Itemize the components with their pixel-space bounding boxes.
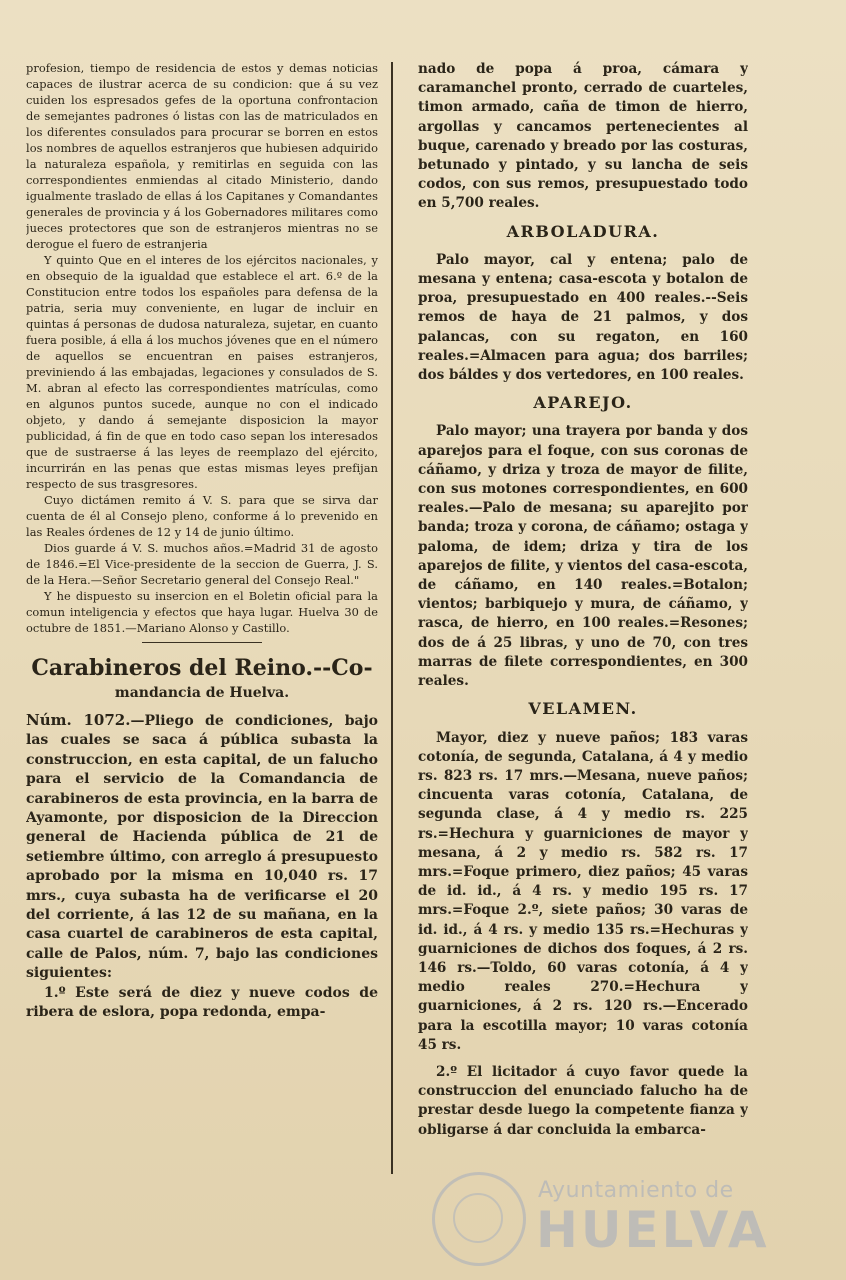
paragraph-pliego xyxy=(26,711,378,984)
paragraph-dios-guarde: Dios guarde á V. S. muchos años.=Madrid 31 de agosto de 1846.=El Vice-presidente de la seccion de Guerra, J. S. de la Hera.—Señor Secretario general del Consejo Real." xyxy=(26,541,378,587)
pliego-text: —Pliego de condiciones, bajo las cuales se saca á pública subasta la construccion, en esta capital, de un falucho para el servicio de la Comandancia de carabineros de esta provincia, en la barra de Ayamonte, por disposicion de la Direccion general de Hacienda pública de 21 de setiembre último, con arreglo á presupuesto aprobado por la misma en 10,040 rs. 17 mrs., cuya subasta ha de verificarse el 20 del corriente, á las 12 de su mañana, en la casa cuartel de carabineros de esta capital, calle de Palos, núm. 7, bajo las condiciones siguientes: xyxy=(26,713,378,982)
announcement-number: Núm. 1072. xyxy=(26,711,131,729)
heading-velamen: VELAMEN. xyxy=(528,699,638,719)
paragraph-insercion: Y he dispuesto su insercion en el Boletin oficial para la comun inteligencia y efectos que haya lugar. Huelva 30 de octubre de 1851.—Mariano Alonso y Castillo. xyxy=(26,589,378,635)
paragraph-casco: nado de popa á proa, cámara y caramanchel pronto, cerrado de cuarteles, timon armado, caña de timon de hierro, argollas y cancamos pertenecientes al buque, carenado y breado por las costuras, betunado y pintado, y su lancha de seis codos, con sus remos, presupuestado todo en 5,700 reales. xyxy=(418,61,748,212)
watermark-line2: HUELVA xyxy=(536,1201,770,1259)
heading-aparejo: APAREJO. xyxy=(533,393,633,413)
left-column xyxy=(26,60,378,1170)
watermark-line1: Ayuntamiento de xyxy=(538,1178,734,1203)
paragraph-quinto: Y quinto Que en el interes de los ejércitos nacionales, y en obsequio de la igualdad que establece el art. 6.º de la Constitucion entre todos los españoles para defensa de la patria, seria muy conveniente, en lugar de incluir en quintas á personas de dudosa naturaleza, sujetar, en cuanto fuera posible, á ella á los muchos jóvenes que en el número de aquellos se encuentran en paises estranjeros, previniendo á las embajadas, legaciones y consulados de S. M. abran al efecto las correspondientes matrículas, como en algunos puntos sucede, aunque no con el indicado objeto, y dando á semejante disposicion la mayor publicidad, á fin de que en todo caso sepan los interesados que de sustraerse á las leyes de reemplazo del ejército, incurrirán en las penas que estas mismas leyes prefijan respecto de sus trasgresores. xyxy=(26,253,378,491)
section-heading: Carabineros del Reino.--Co- xyxy=(31,655,373,681)
watermark xyxy=(432,1172,832,1262)
paragraph-aparejo: Palo mayor; una trayera por banda y dos aparejos para el foque, con sus coronas de cáñamo, y driza y troza de mayor de filite, con sus motones correspondientes, en 600 reales.—Palo de mesana; su aparejito por banda; troza y corona, de cáñamo; ostaga y paloma, de idem; driza y tira de los aparejos de filite, y vientos del casa-escota, de cáñamo, en 140 reales.=Botalon; vientos; barbiquejo y mura, de cáñamo, y rasca, de hierro, en 100 reales.=Resones; dos de á 25 libras, y uno de 70, con tres marras de filete correspondientes, en 300 reales. xyxy=(418,423,748,690)
paragraph-arboladura: Palo mayor, cal y entena; palo de mesana y entena; casa-escota y botalon de proa, presupuestado en 400 reales.--Seis remos de haya de 21 palmos, y dos palancas, con su regaton, en 160 reales.=Almacen para agua; dos barriles; dos báldes y dos vertedores, en 100 reales. xyxy=(418,251,748,384)
column-divider xyxy=(391,62,393,1174)
seal-icon xyxy=(432,1172,526,1266)
heading-arboladura: ARBOLADURA. xyxy=(506,221,660,241)
paragraph-dictamen: Cuyo dictámen remito á V. S. para que se sirva dar cuenta de él al Consejo pleno, conforme á lo prevenido en las Reales órdenes de 12 y 14 de junio último. xyxy=(26,493,378,539)
paragraph-velamen: Mayor, diez y nueve paños; 183 varas cotonía, de segunda, Catalana, á 4 y medio rs. 823 rs. 17 mrs.—Mesana, nueve paños; cincuenta varas cotonía, Catalana, de segunda clase, á 4 y medio rs. 225 rs.=Hechura y guarniciones de mayor y mesana, á 2 y medio rs. 582 rs. 17 mrs.=Foque primero, diez paños; 45 varas de id. id., á 4 rs. y medio 195 rs. 17 mrs.=Foque 2.º, siete paños; 30 varas de id. id., á 4 rs. y medio 135 rs.=Hechuras y guarniciones de dichos dos foques, á 2 rs. 146 rs.—Toldo, 60 varas cotonía, á 4 y medio reales 270.=Hechura y guarniciones, á 2 rs. 120 rs.—Encerado para la escotilla mayor; 10 varas cotonía 45 rs. xyxy=(418,729,748,1053)
left-large-text xyxy=(26,711,378,1023)
paragraph-condicion-2: 2.º El licitador á cuyo favor quede la construccion del enunciado falucho ha de prestar desde luego la competente fianza y obligarse á dar concluida la embarca- xyxy=(418,1063,748,1138)
paragraph-condicion-1: 1.º Este será de diez y nueve codos de ribera de eslora, popa redonda, empa- xyxy=(26,984,378,1021)
section-subheading: mandancia de Huelva. xyxy=(114,685,290,701)
right-text xyxy=(418,60,748,1140)
left-small-text xyxy=(26,60,378,636)
paragraph-padrones: profesion, tiempo de residencia de estos y demas noticias capaces de ilustrar acerca de su condicion: que á su vez cuiden los espresados gefes de la oportuna confrontacion de semejantes padrones ó listas con las de matriculados en los diferentes consulados para procurar se borren en estos los nombres de aquellos estranjeros que hubiesen adquirido la naturaleza española, y remitirlas en seguida con las correspondientes enmiendas al citado Ministerio, dando igualmente traslado de ellas á los Capitanes y Comandantes generales de provincia y á los Gobernadores militares como jueces protectores que son de estranjeros mientras no se derogue el fuero de estranjeria xyxy=(26,61,378,251)
section-rule xyxy=(142,642,262,643)
right-column xyxy=(418,60,748,1170)
